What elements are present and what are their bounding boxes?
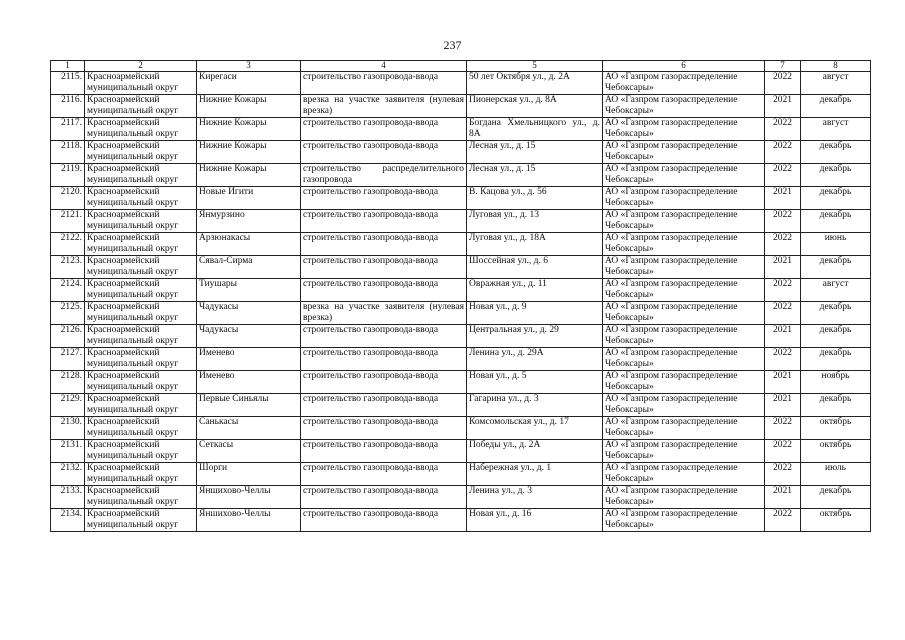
settlement-cell: Яншихово-Челлы (197, 509, 301, 532)
district-cell: Красноармейский муниципальный округ (85, 256, 197, 279)
settlement-cell: Нижние Кожары (197, 164, 301, 187)
work-type-cell: строительство газопровода-ввода (301, 371, 467, 394)
year-cell: 2021 (765, 325, 801, 348)
address-cell: Овражная ул., д. 11 (467, 279, 603, 302)
settlement-cell: Чадукасы (197, 325, 301, 348)
row-number: 2128. (51, 371, 85, 394)
year-cell: 2022 (765, 210, 801, 233)
month-cell: октябрь (801, 509, 871, 532)
address-cell: Луговая ул., д. 13 (467, 210, 603, 233)
settlement-cell: Яншихово-Челлы (197, 486, 301, 509)
year-cell: 2021 (765, 187, 801, 210)
month-cell: август (801, 72, 871, 95)
table-body (51, 72, 871, 532)
organization-cell: АО «Газпром газораспределение Чебоксары» (603, 164, 765, 187)
district-cell: Красноармейский муниципальный округ (85, 72, 197, 95)
work-type-cell: строительство газопровода-ввода (301, 348, 467, 371)
month-cell: декабрь (801, 486, 871, 509)
row-number: 2116. (51, 95, 85, 118)
row-number: 2123. (51, 256, 85, 279)
district-cell: Красноармейский муниципальный округ (85, 95, 197, 118)
district-cell: Красноармейский муниципальный округ (85, 417, 197, 440)
address-cell: 50 лет Октября ул., д. 2А (467, 72, 603, 95)
work-type-cell: строительство газопровода-ввода (301, 72, 467, 95)
address-cell: Комсомольская ул., д. 17 (467, 417, 603, 440)
year-cell: 2021 (765, 394, 801, 417)
row-number: 2124. (51, 279, 85, 302)
address-cell: Набережная ул., д. 1 (467, 463, 603, 486)
year-cell: 2022 (765, 233, 801, 256)
district-cell: Красноармейский муниципальный округ (85, 440, 197, 463)
district-cell: Красноармейский муниципальный округ (85, 394, 197, 417)
address-cell: Новая ул., д. 9 (467, 302, 603, 325)
work-type-cell: строительство газопровода-ввода (301, 463, 467, 486)
settlement-cell: Арзюнакасы (197, 233, 301, 256)
year-cell: 2022 (765, 164, 801, 187)
table-row (51, 348, 871, 371)
month-cell: июль (801, 463, 871, 486)
table-row (51, 256, 871, 279)
table-row (51, 187, 871, 210)
work-type-cell: строительство газопровода-ввода (301, 417, 467, 440)
year-cell: 2022 (765, 72, 801, 95)
settlement-cell: Нижние Кожары (197, 95, 301, 118)
row-number: 2119. (51, 164, 85, 187)
address-cell: Пионерская ул., д. 8А (467, 95, 603, 118)
organization-cell: АО «Газпром газораспределение Чебоксары» (603, 210, 765, 233)
organization-cell: АО «Газпром газораспределение Чебоксары» (603, 371, 765, 394)
year-cell: 2021 (765, 486, 801, 509)
work-type-cell: строительство газопровода-ввода (301, 279, 467, 302)
row-number: 2117. (51, 118, 85, 141)
year-cell: 2022 (765, 141, 801, 164)
year-cell: 2022 (765, 509, 801, 532)
row-number: 2118. (51, 141, 85, 164)
month-cell: октябрь (801, 417, 871, 440)
address-cell: В. Кацова ул., д. 56 (467, 187, 603, 210)
work-type-cell: строительство газопровода-ввода (301, 486, 467, 509)
address-cell: Ленина ул., д. 3 (467, 486, 603, 509)
organization-cell: АО «Газпром газораспределение Чебоксары» (603, 486, 765, 509)
column-number: 7 (765, 61, 801, 72)
work-type-cell: строительство газопровода-ввода (301, 509, 467, 532)
year-cell: 2021 (765, 371, 801, 394)
settlement-cell: Нижние Кожары (197, 141, 301, 164)
settlement-cell: Тиушары (197, 279, 301, 302)
year-cell: 2021 (765, 95, 801, 118)
organization-cell: АО «Газпром газораспределение Чебоксары» (603, 463, 765, 486)
month-cell: декабрь (801, 210, 871, 233)
month-cell: декабрь (801, 348, 871, 371)
row-number: 2115. (51, 72, 85, 95)
district-cell: Красноармейский муниципальный округ (85, 486, 197, 509)
year-cell: 2022 (765, 118, 801, 141)
address-cell: Шоссейная ул., д. 6 (467, 256, 603, 279)
row-number: 2122. (51, 233, 85, 256)
organization-cell: АО «Газпром газораспределение Чебоксары» (603, 325, 765, 348)
year-cell: 2022 (765, 440, 801, 463)
organization-cell: АО «Газпром газораспределение Чебоксары» (603, 440, 765, 463)
month-cell: ноябрь (801, 371, 871, 394)
table-row (51, 486, 871, 509)
row-number: 2133. (51, 486, 85, 509)
work-type-cell: врезка на участке заявителя (нулевая врезка) (301, 302, 467, 325)
table-row (51, 141, 871, 164)
month-cell: август (801, 279, 871, 302)
settlement-cell: Санькасы (197, 417, 301, 440)
work-type-cell: строительство газопровода-ввода (301, 210, 467, 233)
table-row (51, 417, 871, 440)
district-cell: Красноармейский муниципальный округ (85, 233, 197, 256)
month-cell: декабрь (801, 187, 871, 210)
row-number: 2130. (51, 417, 85, 440)
work-type-cell: строительство газопровода-ввода (301, 325, 467, 348)
table-row (51, 72, 871, 95)
table-row (51, 302, 871, 325)
address-cell: Лесная ул., д. 15 (467, 141, 603, 164)
row-number: 2134. (51, 509, 85, 532)
table-row (51, 463, 871, 486)
year-cell: 2022 (765, 302, 801, 325)
month-cell: октябрь (801, 440, 871, 463)
settlement-cell: Новые Игити (197, 187, 301, 210)
column-number: 2 (85, 61, 197, 72)
work-type-cell: строительство газопровода-ввода (301, 118, 467, 141)
column-number-row (51, 61, 871, 72)
settlement-cell: Именево (197, 348, 301, 371)
organization-cell: АО «Газпром газораспределение Чебоксары» (603, 233, 765, 256)
table-row (51, 325, 871, 348)
row-number: 2132. (51, 463, 85, 486)
row-number: 2120. (51, 187, 85, 210)
organization-cell: АО «Газпром газораспределение Чебоксары» (603, 141, 765, 164)
year-cell: 2022 (765, 279, 801, 302)
table-row (51, 371, 871, 394)
work-type-cell: строительство газопровода-ввода (301, 187, 467, 210)
month-cell: декабрь (801, 302, 871, 325)
gasification-table (50, 60, 871, 532)
month-cell: декабрь (801, 141, 871, 164)
month-cell: декабрь (801, 394, 871, 417)
organization-cell: АО «Газпром газораспределение Чебоксары» (603, 187, 765, 210)
table-row (51, 394, 871, 417)
column-number: 5 (467, 61, 603, 72)
organization-cell: АО «Газпром газораспределение Чебоксары» (603, 95, 765, 118)
month-cell: декабрь (801, 95, 871, 118)
month-cell: июнь (801, 233, 871, 256)
district-cell: Красноармейский муниципальный округ (85, 371, 197, 394)
work-type-cell: строительство газопровода-ввода (301, 233, 467, 256)
month-cell: декабрь (801, 164, 871, 187)
organization-cell: АО «Газпром газораспределение Чебоксары» (603, 348, 765, 371)
month-cell: август (801, 118, 871, 141)
work-type-cell: строительство газопровода-ввода (301, 256, 467, 279)
organization-cell: АО «Газпром газораспределение Чебоксары» (603, 509, 765, 532)
page-number: 237 (443, 38, 462, 52)
table-row (51, 164, 871, 187)
address-cell: Луговая ул., д. 18А (467, 233, 603, 256)
district-cell: Красноармейский муниципальный округ (85, 348, 197, 371)
district-cell: Красноармейский муниципальный округ (85, 302, 197, 325)
district-cell: Красноармейский муниципальный округ (85, 164, 197, 187)
district-cell: Красноармейский муниципальный округ (85, 210, 197, 233)
settlement-cell: Первые Синьялы (197, 394, 301, 417)
address-cell: Лесная ул., д. 15 (467, 164, 603, 187)
month-cell: декабрь (801, 256, 871, 279)
district-cell: Красноармейский муниципальный округ (85, 509, 197, 532)
table-row (51, 233, 871, 256)
table-row (51, 509, 871, 532)
table-row (51, 95, 871, 118)
address-cell: Новая ул., д. 16 (467, 509, 603, 532)
column-number: 3 (197, 61, 301, 72)
work-type-cell: строительство газопровода-ввода (301, 394, 467, 417)
table-row (51, 210, 871, 233)
work-type-cell: строительство распределительного газопровода (301, 164, 467, 187)
settlement-cell: Шорги (197, 463, 301, 486)
district-cell: Красноармейский муниципальный округ (85, 325, 197, 348)
organization-cell: АО «Газпром газораспределение Чебоксары» (603, 417, 765, 440)
month-cell: декабрь (801, 325, 871, 348)
district-cell: Красноармейский муниципальный округ (85, 279, 197, 302)
work-type-cell: врезка на участке заявителя (нулевая врезка) (301, 95, 467, 118)
work-type-cell: строительство газопровода-ввода (301, 141, 467, 164)
settlement-cell: Кирегаси (197, 72, 301, 95)
address-cell: Новая ул., д. 5 (467, 371, 603, 394)
district-cell: Красноармейский муниципальный округ (85, 463, 197, 486)
year-cell: 2022 (765, 348, 801, 371)
settlement-cell: Именево (197, 371, 301, 394)
district-cell: Красноармейский муниципальный округ (85, 187, 197, 210)
column-number: 8 (801, 61, 871, 72)
organization-cell: АО «Газпром газораспределение Чебоксары» (603, 256, 765, 279)
row-number: 2131. (51, 440, 85, 463)
district-cell: Красноармейский муниципальный округ (85, 118, 197, 141)
column-number: 6 (603, 61, 765, 72)
settlement-cell: Сеткасы (197, 440, 301, 463)
organization-cell: АО «Газпром газораспределение Чебоксары» (603, 394, 765, 417)
organization-cell: АО «Газпром газораспределение Чебоксары» (603, 279, 765, 302)
settlement-cell: Нижние Кожары (197, 118, 301, 141)
row-number: 2126. (51, 325, 85, 348)
settlement-cell: Янмурзино (197, 210, 301, 233)
settlement-cell: Чадукасы (197, 302, 301, 325)
organization-cell: АО «Газпром газораспределение Чебоксары» (603, 302, 765, 325)
address-cell: Победы ул., д. 2А (467, 440, 603, 463)
work-type-cell: строительство газопровода-ввода (301, 440, 467, 463)
year-cell: 2021 (765, 256, 801, 279)
table-row (51, 279, 871, 302)
district-cell: Красноармейский муниципальный округ (85, 141, 197, 164)
table-row (51, 118, 871, 141)
address-cell: Ленина ул., д. 29А (467, 348, 603, 371)
organization-cell: АО «Газпром газораспределение Чебоксары» (603, 118, 765, 141)
row-number: 2129. (51, 394, 85, 417)
column-number: 4 (301, 61, 467, 72)
address-cell: Богдана Хмельницкого ул., д. 8А (467, 118, 603, 141)
column-number: 1 (51, 61, 85, 72)
table-row (51, 440, 871, 463)
address-cell: Центральная ул., д. 29 (467, 325, 603, 348)
row-number: 2127. (51, 348, 85, 371)
organization-cell: АО «Газпром газораспределение Чебоксары» (603, 72, 765, 95)
address-cell: Гагарина ул., д. 3 (467, 394, 603, 417)
row-number: 2125. (51, 302, 85, 325)
year-cell: 2022 (765, 463, 801, 486)
settlement-cell: Сявал-Сирма (197, 256, 301, 279)
year-cell: 2022 (765, 417, 801, 440)
row-number: 2121. (51, 210, 85, 233)
